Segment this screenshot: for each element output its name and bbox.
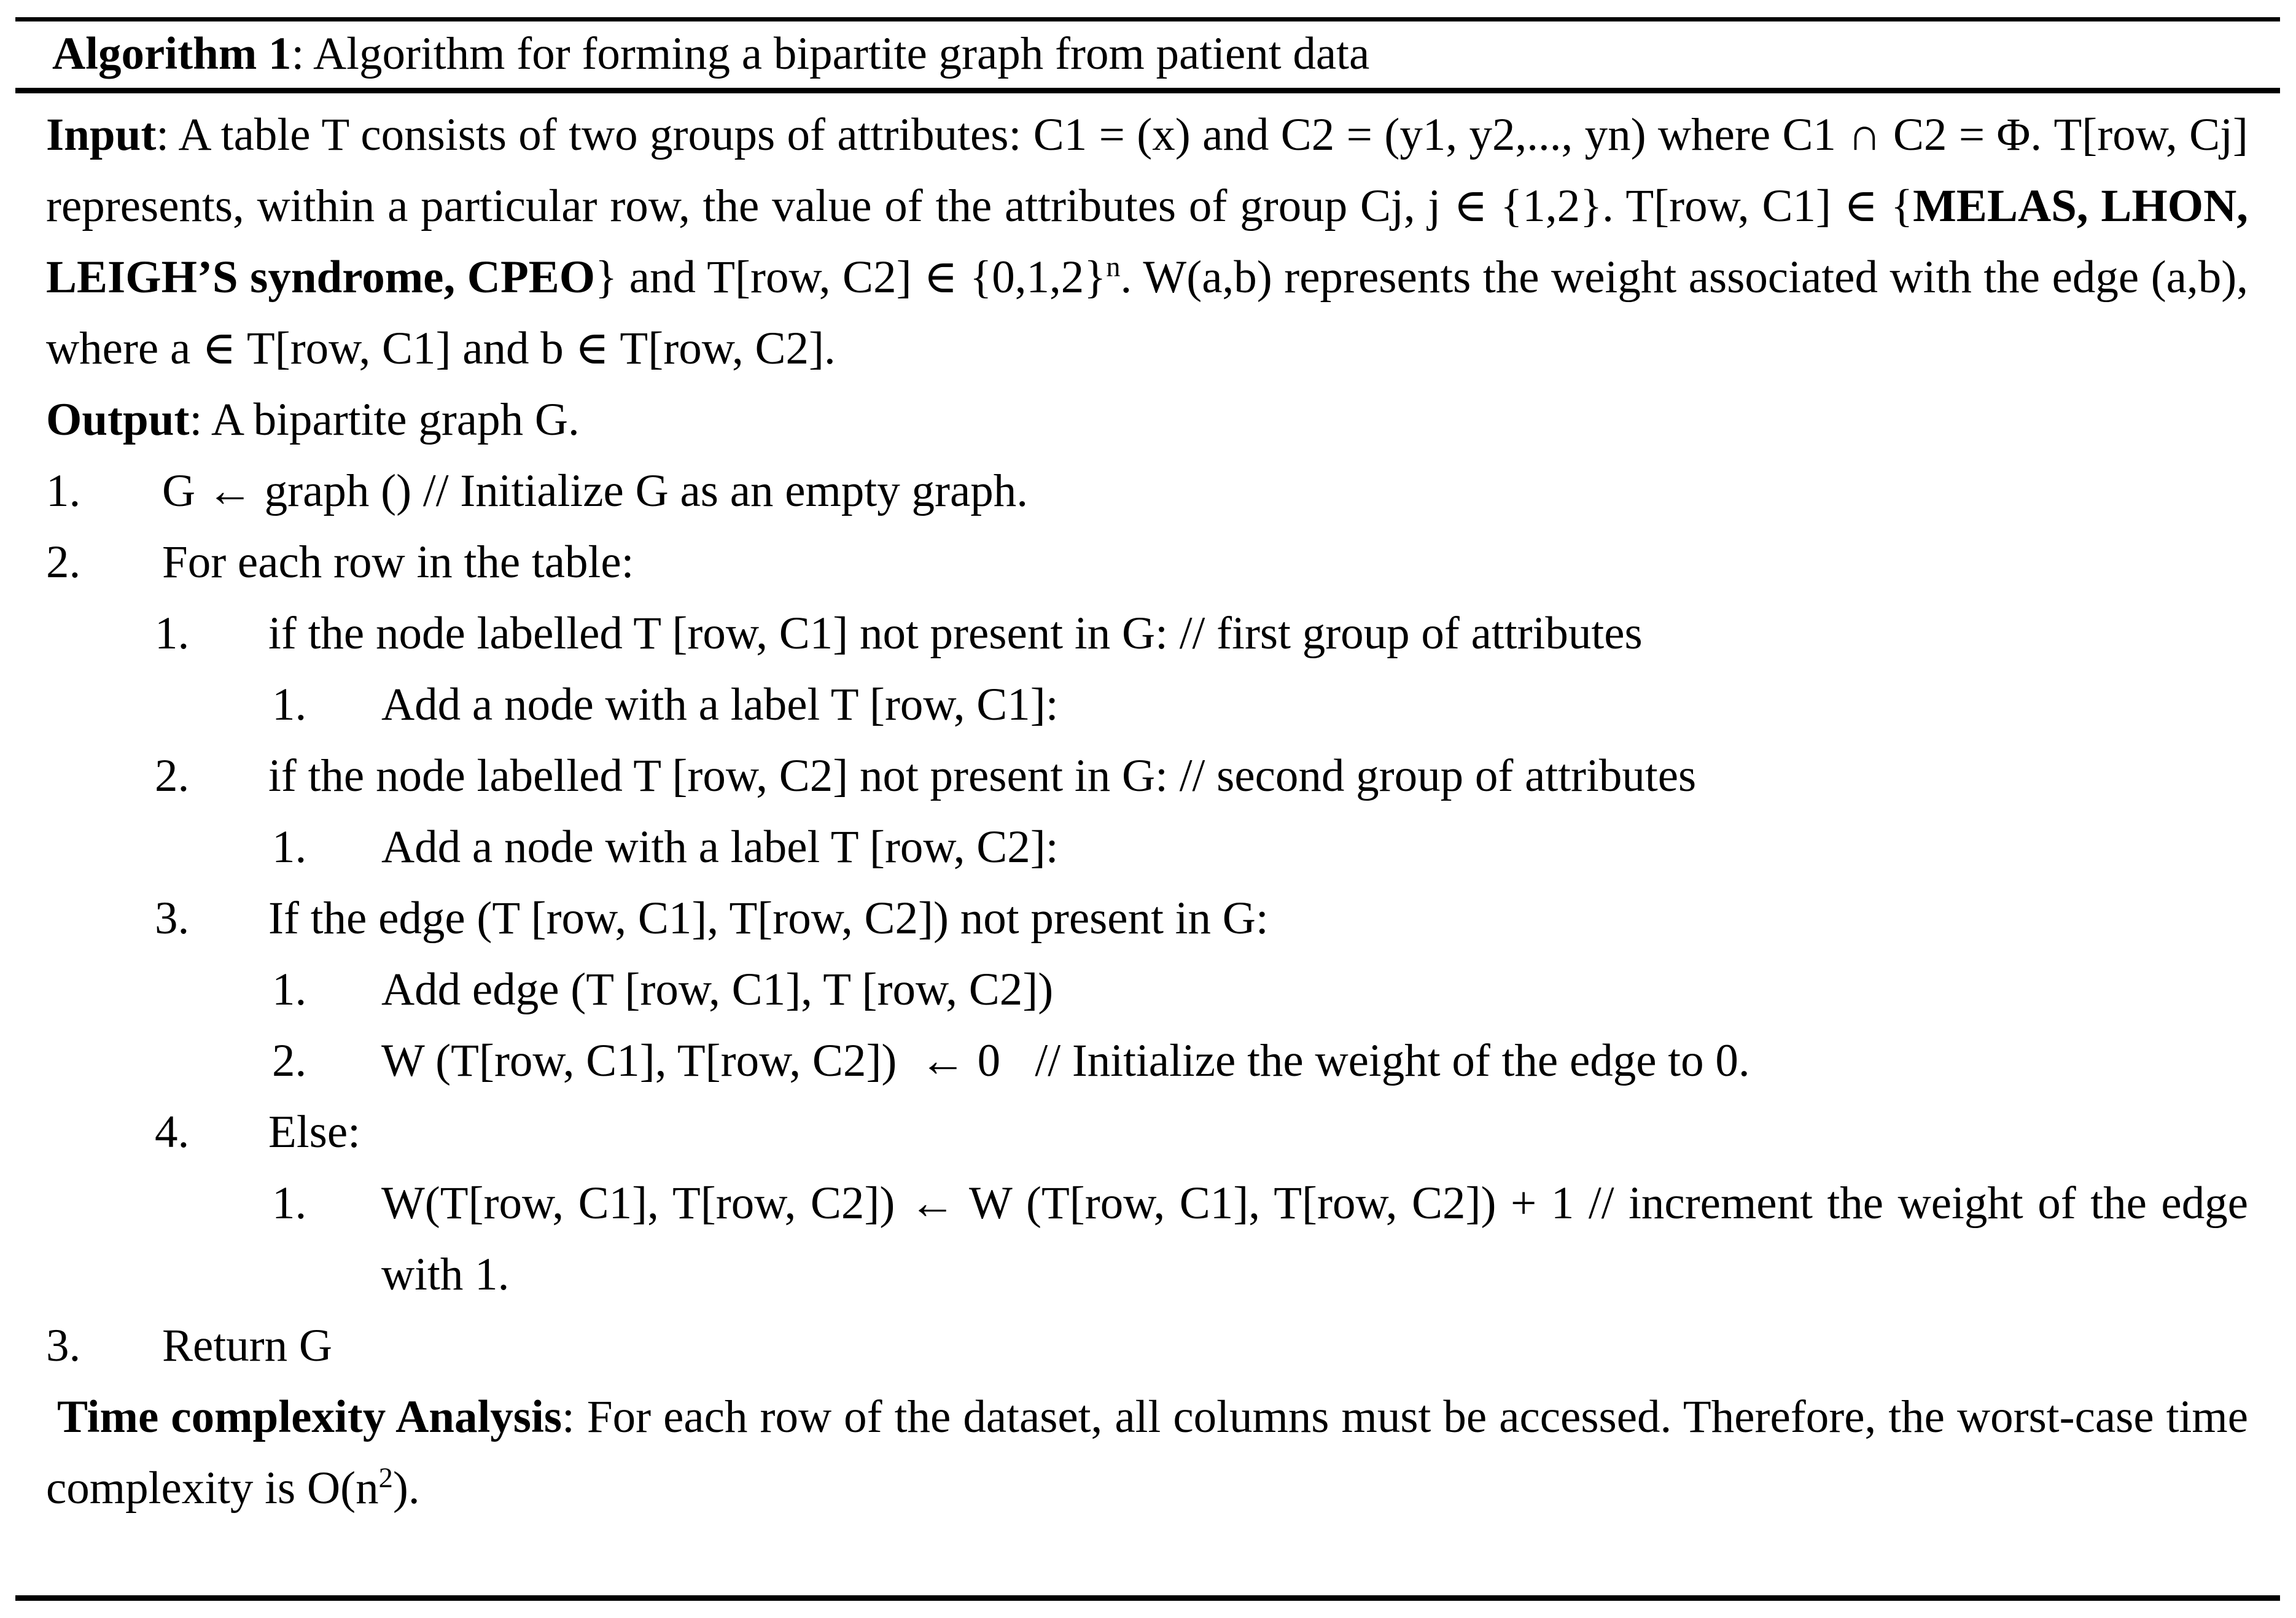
step-marker: 1. bbox=[272, 964, 307, 1015]
step-marker: 1. bbox=[272, 822, 307, 873]
step-marker: 1. bbox=[272, 679, 307, 730]
step-text: if the node labelled T [row, C2] not present in G: // second group of attributes bbox=[268, 750, 1697, 801]
step-text: Add a node with a label T [row, C2]: bbox=[381, 822, 1059, 873]
step-row bbox=[272, 1168, 2260, 1310]
step-marker: 1. bbox=[46, 465, 81, 516]
step-text: Return G bbox=[162, 1320, 333, 1371]
step-marker: 1. bbox=[155, 608, 190, 659]
step-row bbox=[155, 598, 2248, 669]
step-row bbox=[46, 1310, 2248, 1382]
bottom-rule bbox=[15, 1595, 2280, 1601]
output-line: Output: A bipartite graph G. bbox=[46, 394, 580, 445]
step-row bbox=[272, 669, 2248, 741]
step-text: For each row in the table: bbox=[162, 537, 634, 588]
title-underline-rule bbox=[15, 88, 2280, 93]
step-text: W(T[row, C1], T[row, C2]) ← W (T[row, C1], T[row, C2]) + 1 // increment the weight of the edge with 1. bbox=[381, 1178, 2260, 1300]
time-complexity-paragraph: Time complexity Analysis: For each row of the dataset, all columns must be accessed. Therefore, the worst-case time complexity is $O(n^2)$. bbox=[46, 1391, 2248, 1514]
step-text: W (T[row, C1], T[row, C2]) ← 0 // Initialize the weight of the edge to 0. bbox=[381, 1035, 1750, 1086]
input-paragraph: Input: A table T consists of two groups of attributes: C1 = (x) and C2 = (y1, y2,..., yn) where C1 ∩ C2 = Φ. T[row, Cj] represents, within a particular row, the value of the attributes of group Cj, j ∈ {1,2}. T[row, C1] ∈ {MELAS, LHON, LEIGH’S syndrome, CPEO} and T[row, C2] ∈ $\{0,1,2\}^n$. W(a,b) represents the weight associated with the edge (a,b), where a ∈ T[row, C1] and b ∈ T[row, C2]. bbox=[46, 109, 2249, 374]
step-marker: 3. bbox=[46, 1320, 81, 1371]
step-row bbox=[46, 456, 2248, 527]
step-text: If the edge (T [row, C1], T[row, C2]) not present in G: bbox=[268, 893, 1269, 944]
step-text: Else: bbox=[268, 1107, 360, 1157]
step-text: G ← graph () // Initialize G as an empty graph. bbox=[162, 465, 1028, 516]
step-text: if the node labelled T [row, C1] not present in G: // first group of attributes bbox=[268, 608, 1643, 659]
step-row bbox=[272, 812, 2248, 883]
step-marker: 2. bbox=[272, 1035, 307, 1086]
step-row bbox=[155, 883, 2248, 954]
step-row bbox=[46, 527, 2248, 598]
step-text: Add edge (T [row, C1], T [row, C2]) bbox=[381, 964, 1054, 1015]
step-row bbox=[272, 954, 2248, 1025]
top-rule bbox=[15, 17, 2280, 21]
step-row bbox=[155, 741, 2248, 812]
step-marker: 1. bbox=[272, 1178, 307, 1229]
step-marker: 2. bbox=[46, 537, 81, 588]
step-row bbox=[272, 1025, 2248, 1097]
step-marker: 4. bbox=[155, 1107, 190, 1157]
step-text: Add a node with a label T [row, C1]: bbox=[381, 679, 1059, 730]
step-row bbox=[155, 1097, 2248, 1168]
step-marker: 3. bbox=[155, 893, 190, 944]
algorithm-body bbox=[46, 99, 2260, 1524]
step-marker: 2. bbox=[155, 750, 190, 801]
algorithm-title: Algorithm 1: Algorithm for forming a bipartite graph from patient data bbox=[52, 28, 1370, 79]
algorithm-steps bbox=[46, 456, 2260, 1382]
